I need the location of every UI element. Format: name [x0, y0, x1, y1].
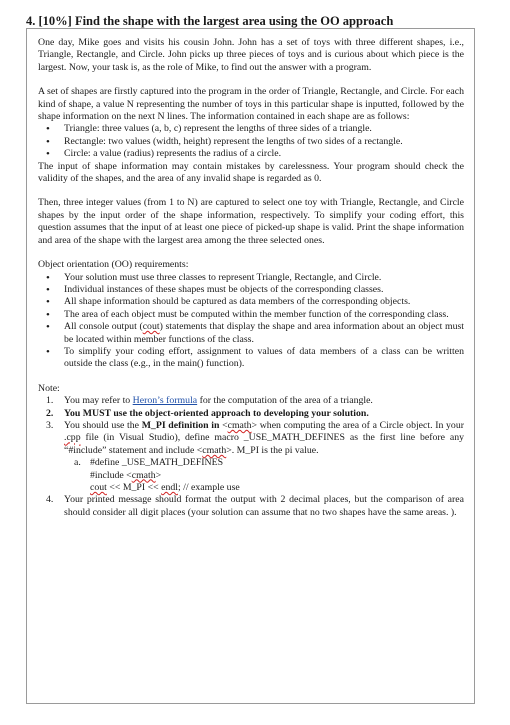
validity-paragraph: The input of shape information may contain mistakes by carelessness. Your program should check the validity of the shapes, and the area of any invalid shape is regarded as 0. — [38, 160, 464, 185]
shape-item-circle: • Circle: a value (radius) represents the radius of a circle. — [38, 148, 464, 160]
oo-item: • The area of each object must be computed within the member function of the corresponding class. — [38, 309, 464, 321]
code-line-define: #define _USE_MATH_DEFINES — [90, 457, 224, 469]
shape-item-triangle: • Triangle: three values (a, b, c) represent the lengths of three sides of a triangle. — [38, 123, 464, 135]
code-example: a. #define _USE_MATH_DEFINES — [74, 457, 224, 469]
shape-list — [38, 123, 464, 160]
question-text: Find the shape with the largest area — [74, 14, 266, 28]
notes-list — [38, 395, 464, 457]
oo-requirements-list — [38, 272, 464, 371]
oo-item: • Individual instances of these shapes must be objects of the corresponding classes. — [38, 284, 464, 296]
question-emphasis: using the OO approach — [268, 14, 394, 28]
oo-title: Object orientation (OO) requirements: — [38, 259, 189, 271]
note-title: Note: — [38, 382, 60, 394]
herons-formula-link[interactable]: Heron’s formula — [132, 395, 198, 407]
code-line-include: #include <cmath> — [90, 469, 162, 481]
code-line-cout: cout << M_PI << endl; // example use — [90, 482, 240, 493]
oo-item: • All shape information should be captured as data members of the corresponding objects. — [38, 296, 464, 308]
question-number: 4. — [26, 14, 36, 28]
oo-item-cout: • All console output (cout) statements that display the shape and area information about an object must be located within member functions of the class. — [38, 321, 464, 346]
selection-paragraph: Then, three integer values (from 1 to N) are captured to select one toy with Triangle, Rectangle, and Circle shapes by the input order of the shape information, respectively. To simplify your coding effort, this question assumes that the input of at least one piece of picked-up shape is valid. Print the shape information and area of the shape with the largest area among the three selected ones. — [38, 197, 464, 246]
oo-item: • Your solution must use three classes to represent Triangle, Rectangle, and Circle. — [38, 272, 464, 284]
intro-paragraph: One day, Mike goes and visits his cousin John. John has a set of toys with three different shapes, i.e., Triangle, Rectangle, and Circle. John picks up three pieces of toys and is curious about which piece is the largest. Now, your task is, as the role of Mike, to find out the answer with a program. — [38, 37, 464, 73]
question-weight: [10%] — [38, 14, 72, 28]
oo-item: • To simplify your coding effort, assignment to values of data members of a class can be written outside the class (e.g., in the main() function). — [38, 346, 464, 371]
note-item-2: 2. You MUST use the object-oriented approach to developing your solution. — [46, 407, 369, 419]
note-item-3: 3. You should use the M_PI definition in <cmath> when computing the area of a Circle object. In your .cpp file (in Visual Studio), define macro _USE_MATH_DEFINES as the first line before any “#include” statement and include <cmath>. M_PI is the pi value. — [46, 419, 464, 456]
shape-item-rectangle: • Rectangle: two values (width, height) represent the lengths of two sides of a rectangle. — [38, 136, 464, 148]
cout-word: cout — [142, 321, 160, 333]
note-item-4: 4. Your printed message should format the output with 2 decimal places, but the comparison of area should consider all digit places (your solution can assume that no two shapes have the same areas. ). — [46, 494, 464, 518]
question-body — [38, 37, 464, 519]
question-title — [26, 14, 393, 29]
note-item-1: 1. You may refer to Heron’s formula for the computation of the area of a triangle. — [46, 395, 373, 407]
input-paragraph: A set of shapes are firstly captured into the program in the order of Triangle, Rectangle, and Circle. For each kind of shape, a value N representing the number of toys in this particular shape is inputted, followed by the shape information on the next N lines. The information contained in each shape are as follows: — [38, 86, 464, 123]
